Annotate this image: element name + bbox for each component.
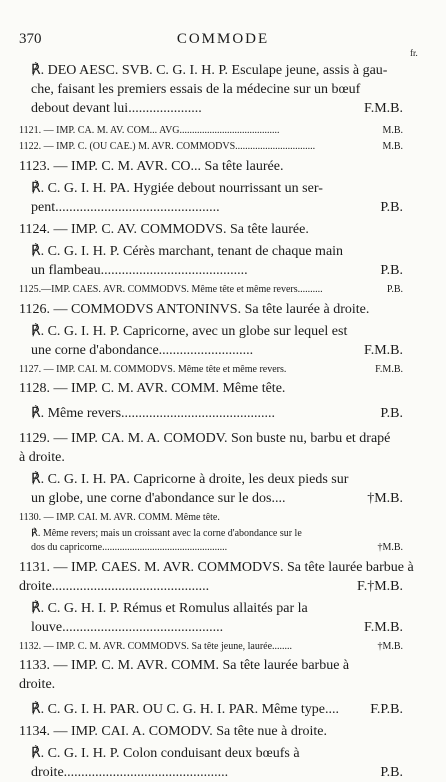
entry-line: 1132. — IMP. C. M. AVR. COMMODVS. Sa tête jeune, laurée........ †M.B. [19, 641, 403, 652]
collection-ref: P.B. [377, 261, 403, 280]
entry-line: droite............................................. F.†M.B. [19, 579, 403, 594]
entry-line: 1122. — IMP. C. (OU CAE.) M. AVR. COMMODVS................................ M.B. [19, 141, 403, 152]
entry-line: un flambeau.......................................... P.B. [31, 263, 403, 278]
entry-line: 1134. — IMP. CAI. A. COMODV. Sa tête nue à droite. [19, 724, 327, 739]
entry-line: ℟. C. G. I. H. PAR. OU C. G. H. I. PAR. Même type.... F.P.B. [31, 702, 403, 717]
collection-ref: F.M.B. [361, 99, 403, 118]
entry-line: une corne d'abondance........................... F.M.B. [31, 343, 403, 358]
entry-line: droite............................................... P.B. [31, 765, 403, 780]
collection-ref: F.P.B. [367, 700, 403, 719]
entry-line: ℟. C. G. I. H. P. Colon conduisant deux bœufs à [31, 746, 300, 761]
entry-line: ℟. C. G. H. I. P. Rémus et Romulus allaités par la [31, 601, 308, 616]
entry-line: che, faisant les premiers essais de la médecine sur un bœuf [31, 82, 361, 97]
collection-ref: F.M.B. [361, 618, 403, 637]
collection-ref: F.†M.B. [354, 577, 403, 596]
entry-line: 1131. — IMP. CAES. M. AVR. COMMODVS. Sa tête laurée barbue à [19, 560, 414, 575]
collection-ref: M.B. [379, 140, 403, 154]
entry-line: 1121. — IMP. CA. M. AV. COM... AVG........................................ M.B. [19, 125, 403, 136]
entry-line: 1130. — IMP. CAI. M. AVR. COMM. Même tête. [19, 512, 220, 523]
entry-line: à droite. [19, 450, 65, 465]
entry-line: 1126. — COMMODVS ANTONINVS. Sa tête laurée à droite. [19, 302, 370, 317]
entry-line: ℟. C. G. I. H. PA. Hygiée debout nourrissant un ser- [31, 181, 323, 196]
entry-line: 1133. — IMP. C. M. AVR. COMM. Sa tête laurée barbue à [19, 658, 350, 673]
entry-line: debout devant lui..................... F.M.B. [31, 101, 403, 116]
entry-line: ℟. C. G. I. H. PA. Capricorne à droite, les deux pieds sur [31, 472, 349, 487]
entry-line: ℟. DEO AESC. SVB. C. G. I. H. P. Esculape jeune, assis à gau- [31, 63, 388, 78]
catalogue-body [19, 61, 414, 782]
collection-ref: P.B. [384, 283, 403, 297]
entry-line: ℟. Même revers............................................ P.B. [31, 406, 403, 421]
entry-line: ℟. C. G. I. H. P. Capricorne, avec un globe sur lequel est [31, 324, 348, 339]
collection-ref: P.B. [377, 198, 403, 217]
entry-line: 1125.—IMP. CAES. AVR. COMMODVS. Même tête et même revers.......... P.B. [19, 284, 403, 295]
collection-ref: †M.B. [374, 541, 403, 555]
collection-ref: P.B. [377, 404, 403, 423]
entry-line: 1124. — IMP. C. AV. COMMODVS. Sa tête laurée. [19, 222, 309, 237]
entry-line: 1127. — IMP. CAI. M. COMMODVS. Même tête et même revers. F.M.B. [19, 364, 403, 375]
entry-line: 1128. — IMP. C. M. AVR. COMM. Même tête. [19, 381, 286, 396]
entry-line: ℟. C. G. I. H. P. Cérès marchant, tenant de chaque main [31, 244, 344, 259]
entry-line: pent............................................... P.B. [31, 200, 403, 215]
collection-ref: F.M.B. [361, 341, 403, 360]
running-head: COMMODE [176, 31, 270, 47]
margin-note: fr. [410, 48, 418, 58]
collection-ref: P.B. [377, 763, 403, 782]
entry-line: 1129. — IMP. CA. M. A. COMODV. Son buste nu, barbu et drapé [19, 431, 391, 446]
collection-ref: †M.B. [364, 489, 403, 508]
entry-line: dos du capricorne.................................................. †M.B. [31, 542, 403, 553]
entry-line: 1123. — IMP. C. M. AVR. CO... Sa tête laurée. [19, 159, 284, 174]
page-number: 370 [19, 31, 42, 47]
collection-ref: †M.B. [374, 640, 403, 654]
entry-line: droite. [19, 677, 56, 692]
entry-line: louve.............................................. F.M.B. [31, 620, 403, 635]
collection-ref: F.M.B. [372, 363, 403, 377]
collection-ref: M.B. [379, 124, 403, 138]
entry-line: un globe, une corne d'abondance sur le dos.... †M.B. [31, 491, 403, 506]
entry-line: ℟. Même revers; mais un croissant avec la corne d'abondance sur le [31, 528, 302, 539]
